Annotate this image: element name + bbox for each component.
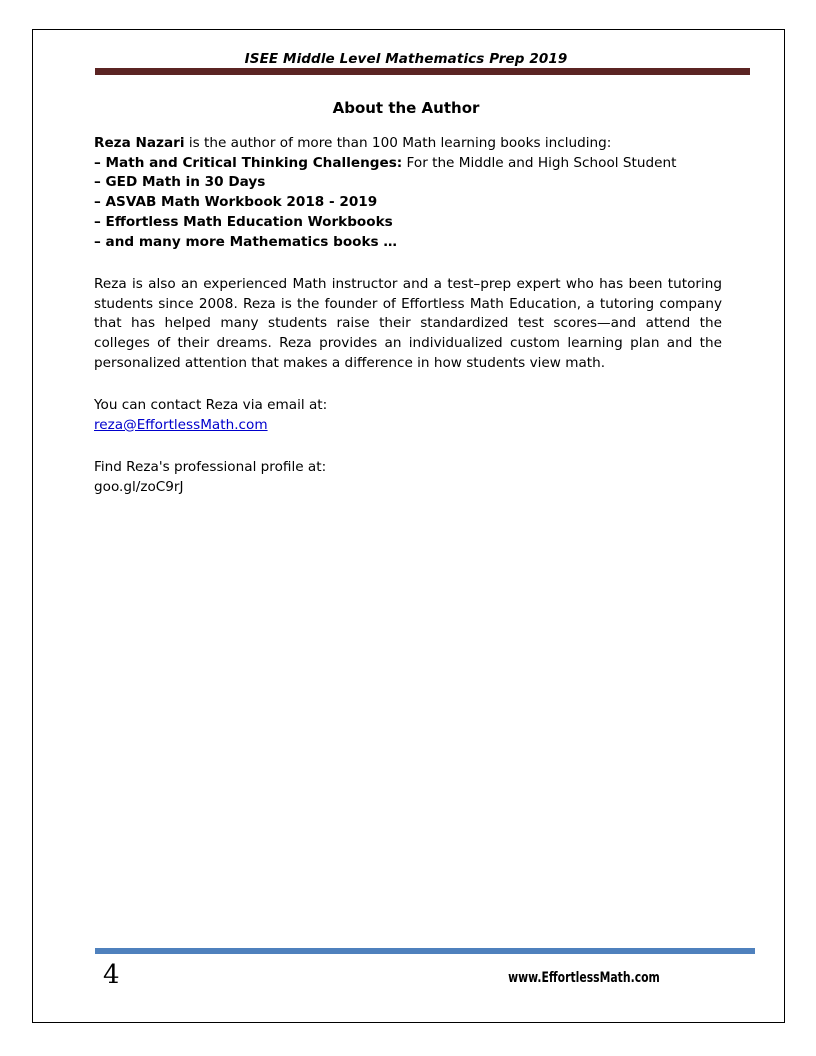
page-number: 4: [103, 960, 120, 990]
list-item: [94, 233, 722, 253]
author-intro-rest: is the author of more than 100 Math learning books including:: [184, 135, 612, 151]
book-title: – GED Math in 30 Days: [94, 174, 266, 191]
book-title: – Effortless Math Education Workbooks: [94, 213, 393, 230]
author-email-link[interactable]: reza@EffortlessMath.com: [94, 416, 268, 433]
biography-paragraph: Reza is also an experienced Math instructor and a test–prep expert who has been tutoring students since 2008. Reza is the founder of Effortless Math Education, a tutoring company that has helped many students raise their standardized test scores—and attend the colleges of their dreams. Reza provides an individualized custom learning plan and the personalized attention that makes a difference in how students view math.: [94, 276, 722, 371]
list-item: [94, 173, 722, 193]
profile-label: Find Reza's professional profile at:: [94, 459, 327, 476]
document-body: [94, 134, 722, 498]
author-name: Reza Nazari: [94, 135, 185, 151]
header-rule-divider: [95, 68, 750, 75]
page-sheet: [32, 29, 785, 1023]
author-intro-line: [94, 134, 722, 154]
footer-rule-divider: [95, 948, 755, 954]
list-item: [94, 193, 722, 213]
profile-block: [94, 458, 722, 497]
running-header: [91, 48, 721, 67]
book-title: – ASVAB Math Workbook 2018 - 2019: [94, 194, 378, 211]
running-header-title: ISEE Middle Level Mathematics Prep 2019: [244, 51, 568, 67]
page-title: About the Author: [332, 99, 480, 117]
contact-label: You can contact Reza via email at:: [94, 397, 328, 414]
author-books-block: [94, 134, 722, 252]
book-title: – and many more Mathematics books …: [94, 233, 397, 250]
footer-website: www.EffortlessMath.com: [508, 970, 660, 986]
profile-url: goo.gl/zoC9rJ: [94, 478, 184, 495]
contact-block: [94, 396, 722, 435]
book-subtitle: For the Middle and High School Student: [402, 154, 677, 171]
book-title: – Math and Critical Thinking Challenges:: [94, 154, 403, 171]
list-item: [94, 213, 722, 233]
list-item: [94, 154, 722, 174]
